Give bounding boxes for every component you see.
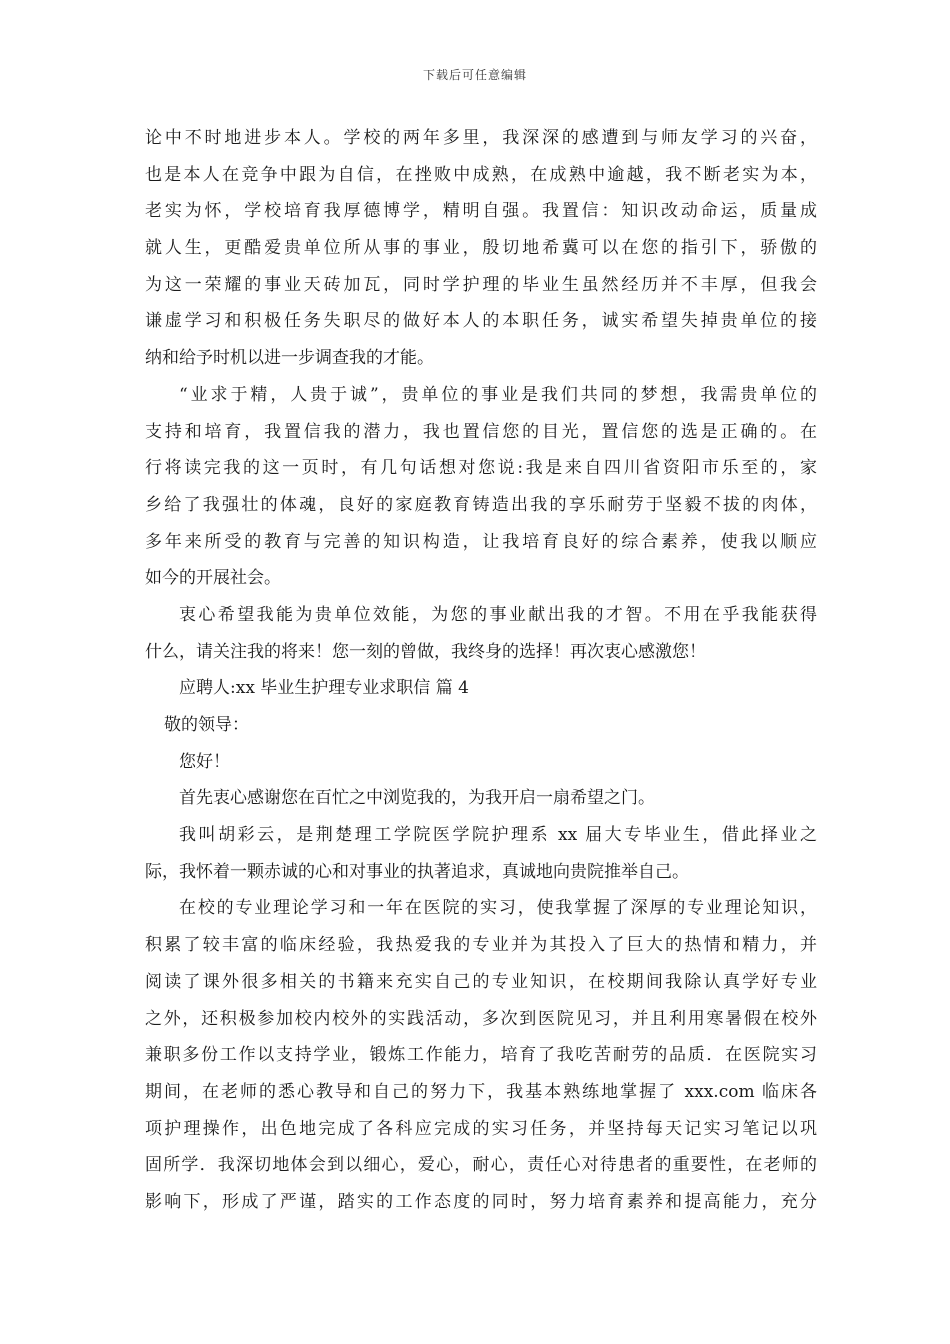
text-line: 固所学．我深切地体会到以细心，爱心，耐心，责任心对待患者的重要性，在老师的 [145,1155,817,1176]
text-line: 影响下，形成了严谨，踏实的工作态度的同时，努力培育素养和提高能力，充分 [145,1191,817,1212]
page-header: 下载后可任意编辑 [422,68,527,82]
text-line: 就人生，更酷爱贵单位所从事的事业，殷切地希冀可以在您的指引下，骄傲的 [145,238,817,259]
greeting: 您好！ [179,751,230,772]
text-line: 多年来所受的教育与完善的知识构造，让我培育良好的综合素养，使我以顺应 [145,531,817,552]
text-line: 支持和培育，我置信我的潜力，我也置信您的目光，置信您的选是正确的。在 [145,421,817,442]
text-line: 衷心希望我能为贵单位效能，为您的事业献出我的才智。不用在乎我能获得 [179,604,817,625]
text-line: 期间，在老师的悉心教导和自己的努力下，我基本熟练地掌握了 xxx.com 临床各 [145,1081,817,1102]
text-line: 我叫胡彩云，是荆楚理工学院医学院护理系 xx 届大专毕业生，借此择业之 [179,825,817,846]
text-line: 之外，还积极参加校内校外的实践活动，多次到医院见习，并且利用寒暑假在校外 [145,1008,817,1029]
text-line: 什么，请关注我的将来！您一刻的曾做，我终身的选择！再次衷心感激您！ [145,641,706,662]
text-line: 行将读完我的这一页时，有几句话想对您说:我是来自四川省资阳市乐至的，家 [145,458,817,479]
text-line: 项护理操作，出色地完成了各科应完成的实习任务，并坚持每天记实习笔记以巩 [145,1118,817,1139]
section-title: 应聘人:xx 毕业生护理专业求职信 篇 4 [179,678,469,699]
text-line: 论中不时地进步本人。学校的两年多里，我深深的感遭到与师友学习的兴奋， [145,128,817,148]
text-line: 纳和给予时机以进一步调查我的才能。 [145,348,434,369]
text-line: 际，我怀着一颗赤诚的心和对事业的执著追求，真诚地向贵院推举自己。 [145,861,689,882]
text-line: 兼职多份工作以支持学业，锻炼工作能力，培育了我吃苦耐劳的品质．在医院实习 [145,1045,817,1066]
document-body [145,120,817,1221]
text-line: 积累了较丰富的临床经验，我热爱我的专业并为其投入了巨大的热情和精力，并 [145,935,817,956]
text-line: 首先衷心感谢您在百忙之中浏览我的，为我开启一扇希望之门。 [179,788,655,809]
text-line: 也是本人在竞争中跟为自信，在挫败中成熟，在成熟中逾越，我不断老实为本， [145,164,817,185]
text-line: 谦虚学习和积极任务失职尽的做好本人的本职任务，诚实希望失掉贵单位的接 [145,311,817,332]
text-line: “业求于精，人贵于诚”，贵单位的事业是我们共同的梦想，我需贵单位的 [179,384,817,405]
text-line: 为这一荣耀的事业天砖加瓦，同时学护理的毕业生虽然经历并不丰厚，但我会 [145,274,817,295]
text-line: 如今的开展社会。 [145,568,281,589]
text-line: 在校的专业理论学习和一年在医院的实习，使我掌握了深厚的专业理论知识， [179,898,817,919]
salutation: 敬的领导： [164,715,249,735]
text-line: 阅读了课外很多相关的书籍来充实自己的专业知识，在校期间我除认真学好专业 [145,971,817,992]
text-line: 乡给了我强壮的体魂，良好的家庭教育铸造出我的享乐耐劳于坚毅不拔的肉体， [145,494,817,515]
text-line: 老实为怀，学校培育我厚德博学，精明自强。我置信：知识改动命运，质量成 [145,201,817,222]
